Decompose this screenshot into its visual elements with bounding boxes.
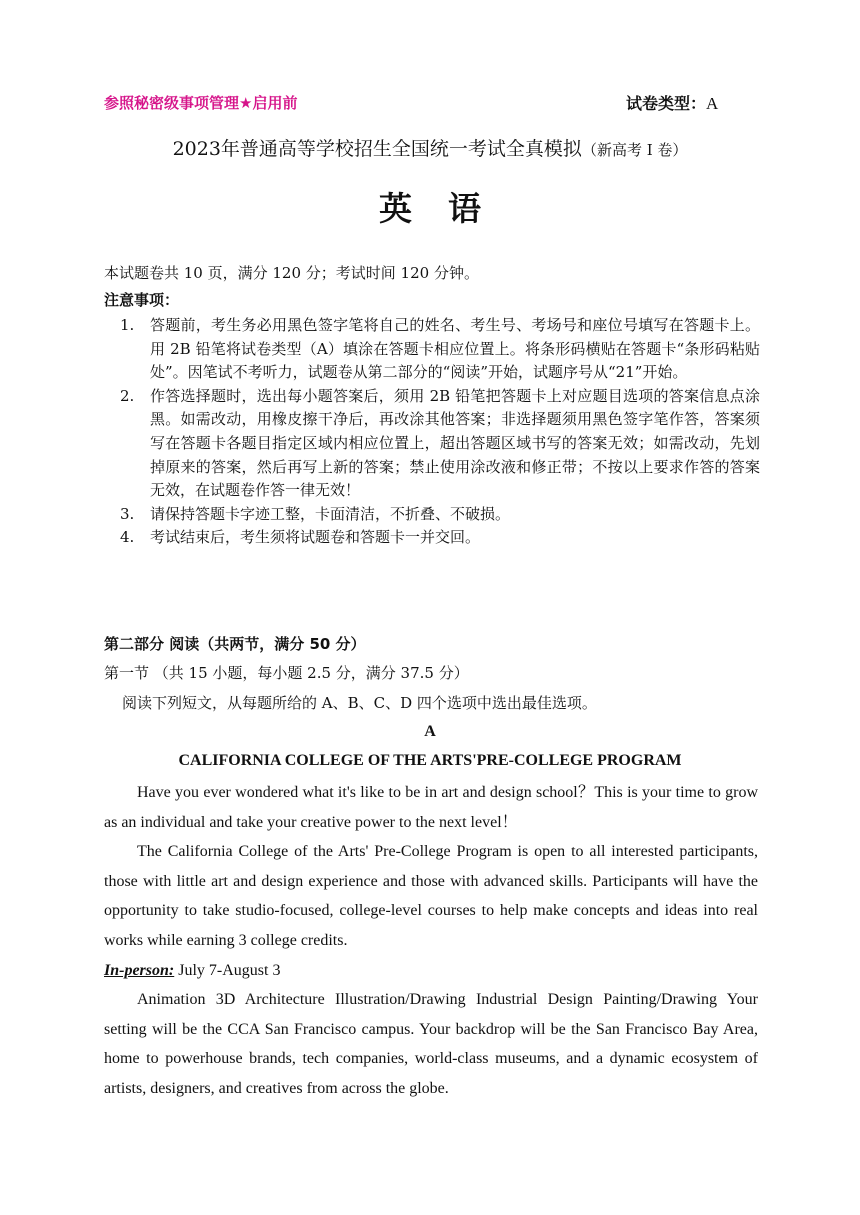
notice-item-number: 4. xyxy=(120,528,135,547)
section-subheading: 第一节 （共 15 小题，每小题 2.5 分，满分 37.5 分） xyxy=(104,664,469,682)
subject-title: 英语 xyxy=(379,189,517,228)
paper-type-value: A xyxy=(706,94,719,113)
exam-intro: 本试题卷共 10 页，满分 120 分；考试时间 120 分钟。 xyxy=(104,264,479,282)
passage-body xyxy=(104,778,758,1104)
in-person-line xyxy=(104,956,758,986)
notice-item xyxy=(104,503,760,527)
passage-title: CALIFORNIA COLLEGE OF THE ARTS'PRE-COLLEGE PROGRAM xyxy=(178,752,682,769)
paper-type-label: 试卷类型： xyxy=(626,94,707,113)
notice-item xyxy=(104,314,760,385)
notice-item-number: 2. xyxy=(120,386,135,405)
exam-title xyxy=(0,134,860,161)
passage-paragraph: Animation 3D Architecture Illustration/Drawing Industrial Design Painting/Drawing Your setting will be the CCA San Francisco campus. Your backdrop will be the San Francisco Bay Area, home to powerhouse brands, tech companies, world-class museums, and a dynamic ecosystem of artists, designers, and creatives from across the globe. xyxy=(104,991,758,1097)
classification-label: 参照秘密级事项管理★启用前 xyxy=(104,94,298,112)
section-instruction: 阅读下列短文，从每题所给的 A、B、C、D 四个选项中选出最佳选项。 xyxy=(122,694,597,712)
in-person-label: In-person: xyxy=(104,961,175,979)
notice-heading: 注意事项： xyxy=(104,291,180,309)
notice-item-text: 考试结束后，考生须将试题卷和答题卡一并交回。 xyxy=(150,528,481,547)
paper-type xyxy=(626,91,718,114)
notice-item xyxy=(104,526,760,550)
passage-paragraph: Have you ever wondered what it's like to be in art and design school？This is your time to grow as an individual and take your creative power to the next level！ xyxy=(104,784,758,831)
exam-title-note: （新高考 I 卷） xyxy=(581,141,688,159)
notice-item-text: 请保持答题卡字迹工整，卡面清洁，不折叠、不破损。 xyxy=(150,504,511,523)
passage-paragraph: The California College of the Arts' Pre-College Program is open to all interested participants, those with little art and design experience and those with advanced skills. Participants will have the opportunity to take studio-focused, college-level courses to help make concepts and ideas into real works while earning 3 college credits. xyxy=(104,843,758,949)
exam-title-main: 2023年普通高等学校招生全国统一考试全真模拟 xyxy=(172,138,582,160)
in-person-dates: July 7-August 3 xyxy=(174,961,281,979)
notice-list xyxy=(104,314,760,550)
notice-item-text: 作答选择题时，选出每小题答案后，须用 2B 铅笔把答题卡上对应题目选项的答案信息点涂黑。如需改动，用橡皮擦干净后，再改涂其他答案；非选择题须用黑色签字笔作答，答案须写在答题卡各题目指定区域内相应位置上，超出答题区域书写的答案无效；如需改动，先划掉原来的答案，然后再写上新的答案；禁止使用涂改液和修正带；不按以上要求作答的答案无效，在试题卷作答一律无效！ xyxy=(150,386,760,500)
section-heading: 第二部分 阅读（共两节，满分 50 分） xyxy=(104,635,366,653)
notice-item-number: 1. xyxy=(120,316,135,334)
passage-letter: A xyxy=(424,723,436,740)
notice-item-number: 3. xyxy=(120,504,135,523)
notice-item-text: 答题前，考生务必用黑色签字笔将自己的姓名、考生号、考场号和座位号填写在答题卡上。用 2B 铅笔将试卷类型（A）填涂在答题卡相应位置上。将条形码横贴在答题卡“条形码粘贴处”。因笔试不考听力，试题卷从第二部分的“阅读”开始，试题序号从“21”开始。 xyxy=(150,316,760,382)
notice-item xyxy=(104,385,760,503)
